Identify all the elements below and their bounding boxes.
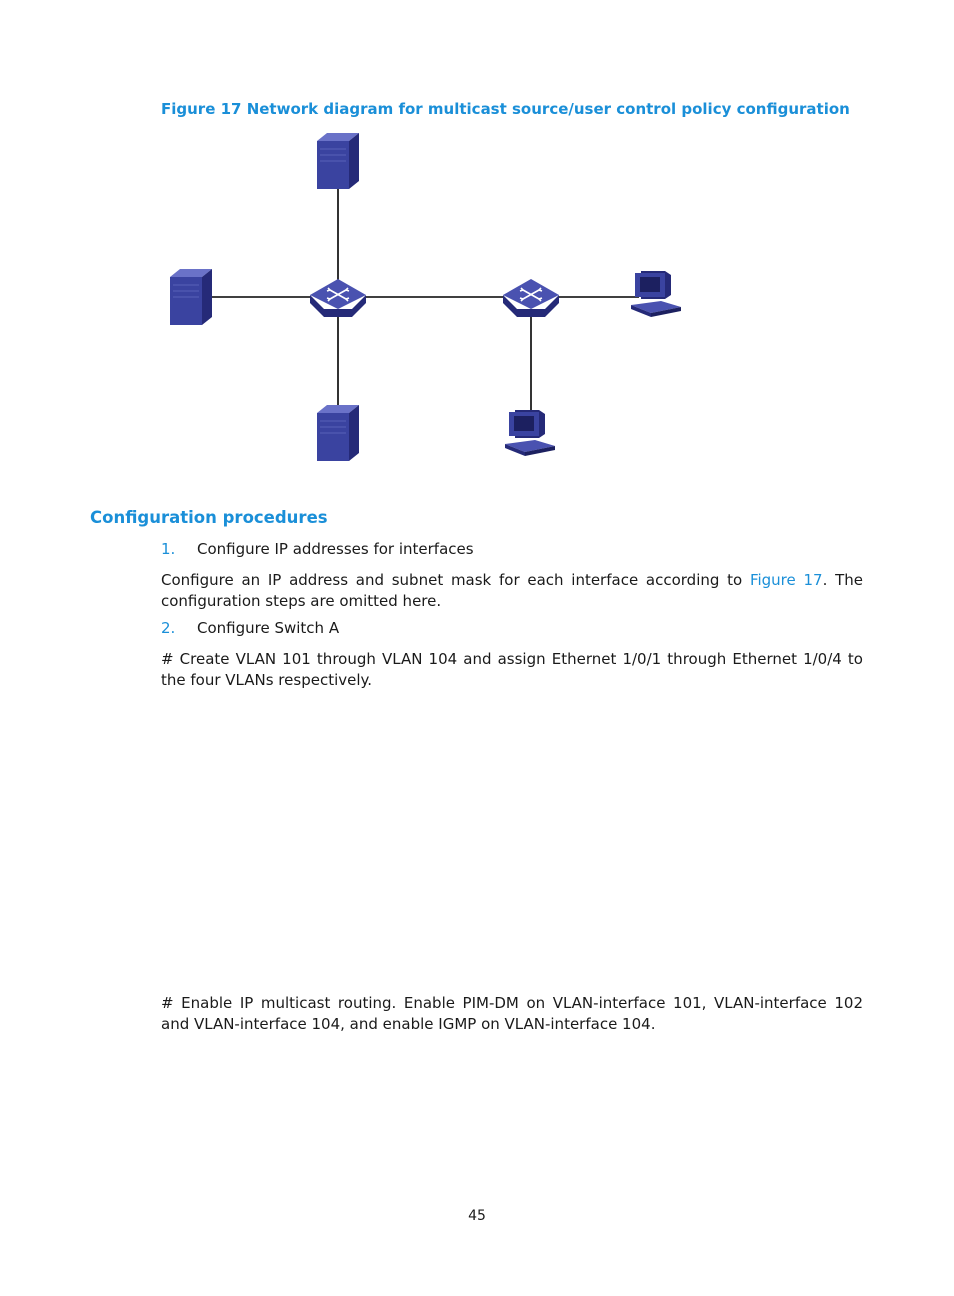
paragraph-text: Configure an IP address and subnet mask for each interface according to bbox=[161, 571, 750, 589]
source-server-left bbox=[170, 269, 212, 325]
server-bottom bbox=[317, 405, 359, 461]
paragraph-text: . The configuration steps are omitted here. bbox=[161, 571, 864, 610]
section-heading: Configuration procedures bbox=[90, 508, 328, 527]
step-text: Configure IP addresses for interfaces bbox=[197, 540, 474, 558]
page-number: 45 bbox=[468, 1208, 486, 1224]
host-pc-bottom bbox=[505, 410, 555, 456]
figure-17-link[interactable]: Figure 17 bbox=[749, 571, 823, 589]
paragraph-create-vlan: # Create VLAN 101 through VLAN 104 and assign Ethernet 1/0/1 through Ethernet 1/0/4 to the four VLANs respectively. bbox=[161, 650, 863, 689]
paragraph-enable-multicast: # Enable IP multicast routing. Enable PIM-DM on VLAN-interface 101, VLAN-interface 102 and VLAN-interface 104, and enable IGMP on VLAN-interface 104. bbox=[161, 994, 863, 1033]
switch-a-icon bbox=[310, 279, 366, 317]
step-text: Configure Switch A bbox=[197, 619, 340, 637]
step-number: 1. bbox=[161, 540, 176, 558]
switch-b-icon bbox=[503, 279, 559, 317]
figure-caption: Figure 17 Network diagram for multicast source/user control policy configuration bbox=[161, 100, 850, 118]
network-diagram bbox=[155, 128, 695, 478]
source-server-top bbox=[317, 133, 359, 189]
host-pc-right bbox=[631, 271, 681, 317]
paragraph-ip-addresses bbox=[161, 570, 863, 612]
step-1 bbox=[161, 540, 474, 558]
step-2 bbox=[161, 619, 339, 637]
step-number: 2. bbox=[161, 619, 176, 637]
